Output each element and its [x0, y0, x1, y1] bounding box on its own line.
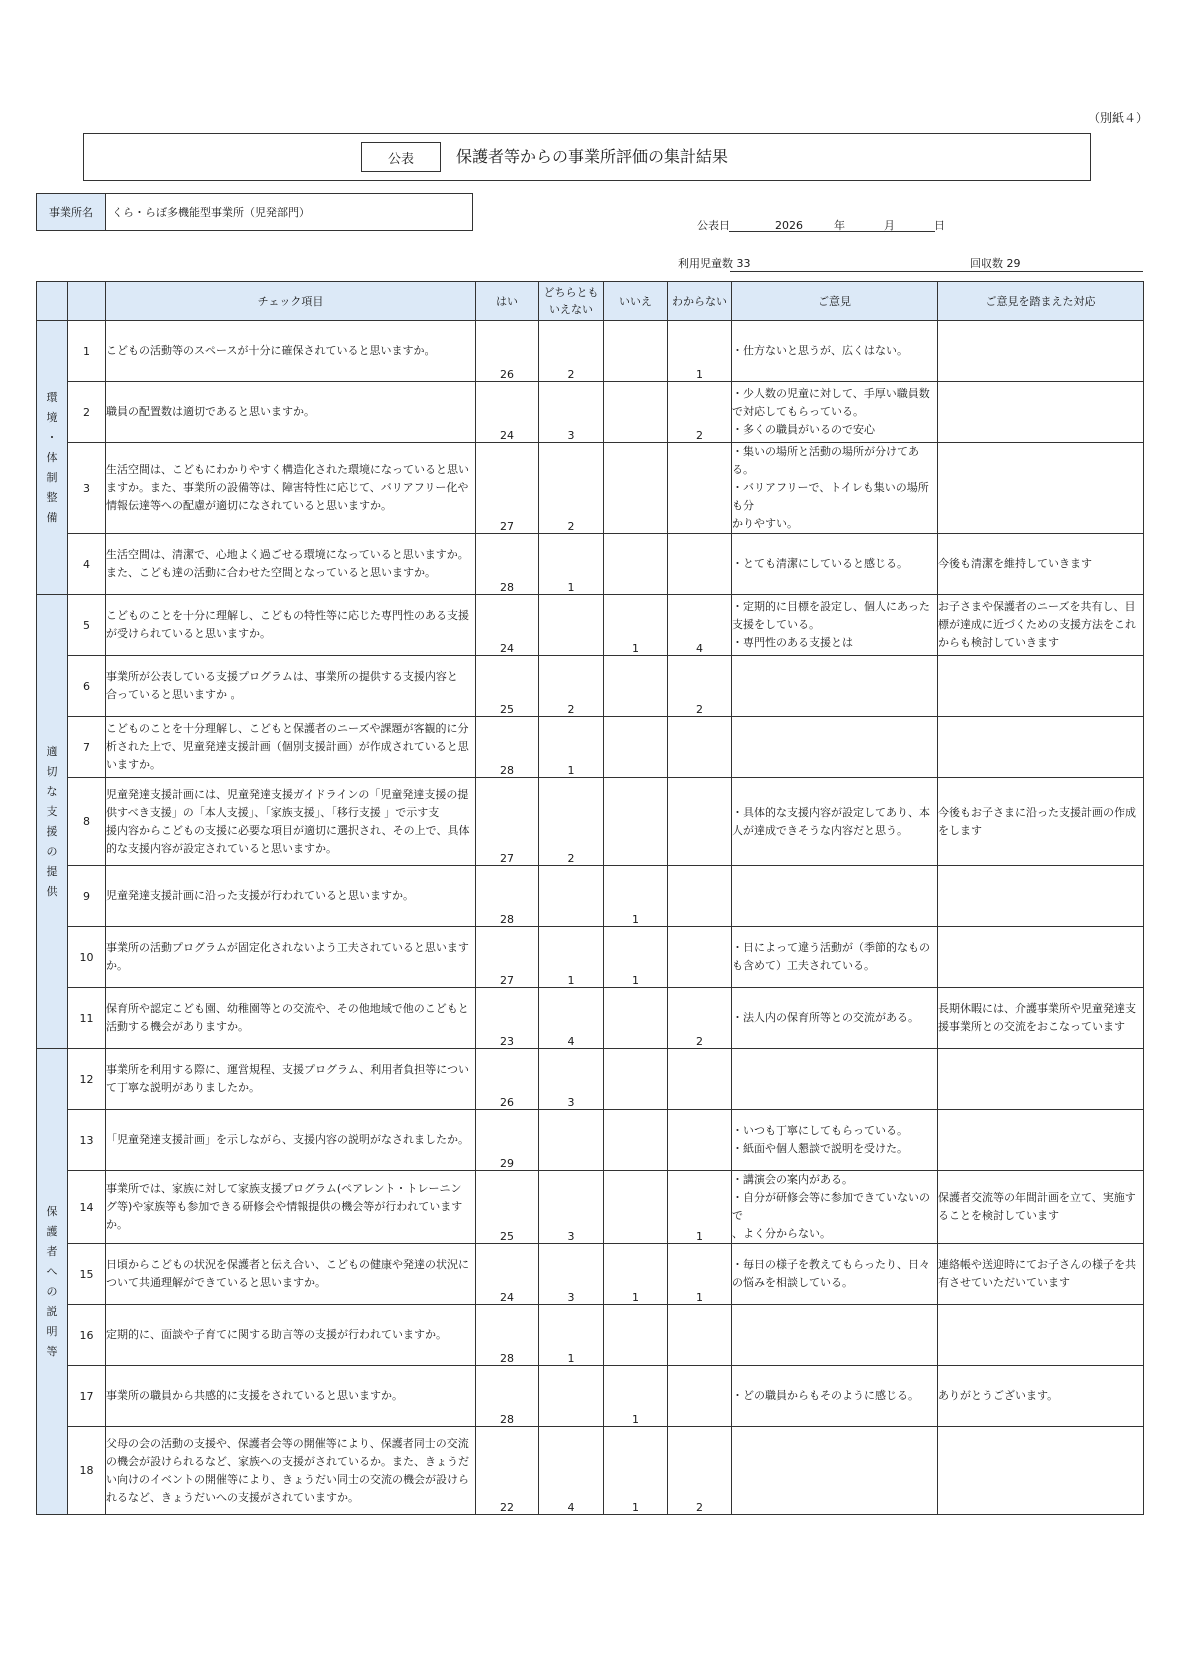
neither-count: 2: [539, 778, 604, 866]
category-char: 整: [46, 490, 58, 504]
question-line: 生活空間は、こどもにわかりやすく構造化された環境になっていると思い: [106, 463, 469, 476]
header-unknown: わからない: [668, 282, 732, 321]
no-count: [604, 778, 668, 866]
question-cell: [106, 1305, 476, 1366]
question-line: 事業所の職員から共感的に支援をされていると思いますか。: [106, 1389, 403, 1402]
header-category: [37, 282, 68, 321]
office-label: 事業所名: [37, 194, 106, 230]
users-value: 33: [736, 257, 751, 270]
question-line: 定期的に、面談や子育てに関する助言等の支援が行われていますか。: [106, 1328, 447, 1341]
response-cell: [938, 866, 1144, 927]
no-count: 1: [604, 1244, 668, 1305]
neither-count: 1: [539, 534, 604, 595]
question-line: また、こども達の活動に合わせた空間となっていると思いますか。: [106, 566, 436, 579]
opinion-line: ・講演会の案内がある。: [732, 1173, 853, 1186]
table-row: [37, 1049, 1144, 1110]
neither-count: 3: [539, 1244, 604, 1305]
item-number: 9: [68, 866, 106, 927]
opinion-line: も含めて）工夫されている。: [732, 959, 875, 972]
unknown-count: 1: [668, 1244, 732, 1305]
no-count: [604, 443, 668, 534]
question-line: 事業所の活動プログラムが固定化されないよう工夫されていると思います: [106, 941, 469, 954]
no-count: 1: [604, 1366, 668, 1427]
opinion-cell: [732, 1049, 938, 1110]
neither-count: [539, 595, 604, 656]
category-char: 提: [46, 864, 58, 878]
opinion-line: ・とても清潔にしていると感じる。: [732, 557, 908, 570]
yes-count: 27: [476, 927, 539, 988]
question-line: か。: [106, 959, 128, 972]
question-line: 保育所や認定こども園、幼稚園等との交流や、その他地域で他のこどもと: [106, 1002, 469, 1015]
header-neither-line: いえない: [549, 303, 593, 316]
header-response: ご意見を踏まえた対応: [938, 282, 1144, 321]
category-char: 護: [46, 1224, 58, 1238]
opinion-cell: [732, 927, 938, 988]
unknown-count: [668, 443, 732, 534]
opinion-line: ・毎日の様子を教えてもらったり、日々: [732, 1258, 930, 1271]
opinion-cell: [732, 443, 938, 534]
unknown-count: [668, 1110, 732, 1171]
question-cell: [106, 1366, 476, 1427]
question-cell: [106, 1110, 476, 1171]
yes-count: 22: [476, 1427, 539, 1515]
question-line: 情報伝達等への配慮が適切になされていると思いますか。: [106, 499, 392, 512]
yes-count: 27: [476, 443, 539, 534]
response-cell: [938, 1305, 1144, 1366]
date-underline: [729, 231, 935, 232]
question-line: て丁寧な説明がありましたか。: [106, 1081, 260, 1094]
opinion-line: ・日によって違う活動が（季節的なもの: [732, 941, 930, 954]
unknown-count: 1: [668, 321, 732, 382]
question-line: こどもの活動等のスペースが十分に確保されていると思いますか。: [106, 344, 436, 357]
opinion-cell: [732, 1427, 938, 1515]
question-cell: [106, 927, 476, 988]
category-char: の: [46, 844, 58, 858]
yes-count: 27: [476, 778, 539, 866]
category-char: 切: [46, 764, 58, 778]
response-cell: [938, 595, 1144, 656]
no-count: 1: [604, 595, 668, 656]
response-line: 長期休暇には、介護事業所や児童発達支: [938, 1002, 1136, 1015]
unknown-count: [668, 927, 732, 988]
yes-count: 24: [476, 1244, 539, 1305]
response-line: 今後も清潔を維持していきます: [938, 557, 1092, 570]
publish-year: 2026: [775, 219, 803, 232]
no-count: [604, 382, 668, 443]
category-cell: [37, 321, 68, 595]
header-number: [68, 282, 106, 321]
table-row: [37, 321, 1144, 382]
response-line: ありがとうございます。: [938, 1389, 1059, 1402]
opinion-line: ・仕方ないと思うが、広くはない。: [732, 344, 908, 357]
unknown-count: [668, 778, 732, 866]
opinion-cell: [732, 534, 938, 595]
question-line: の機会が設けられるなど、家族への支援がされているか。また、きょうだ: [106, 1454, 469, 1468]
item-number: 4: [68, 534, 106, 595]
table-row: [37, 1110, 1144, 1171]
office-name: くら・らぼ多機能型事業所（児発部門）: [112, 206, 310, 219]
unknown-count: [668, 1305, 732, 1366]
response-cell: [938, 1427, 1144, 1515]
header-item: チェック項目: [106, 282, 476, 321]
response-cell: [938, 988, 1144, 1049]
collected-label: 回収数: [970, 257, 1003, 270]
response-line: からも検討していきます: [938, 636, 1059, 649]
table-row: [37, 717, 1144, 778]
response-line: 援事業所との交流をおこなっています: [938, 1020, 1125, 1033]
category-char: 支: [46, 804, 58, 818]
opinion-cell: [732, 1244, 938, 1305]
response-cell: [938, 1110, 1144, 1171]
question-line: こどものことを十分理解し、こどもと保護者のニーズや課題が客観的に分: [106, 722, 469, 735]
unknown-count: 2: [668, 988, 732, 1049]
item-number: 6: [68, 656, 106, 717]
opinion-cell: [732, 1110, 938, 1171]
neither-count: 3: [539, 1171, 604, 1244]
yes-count: 29: [476, 1110, 539, 1171]
question-line: こどものことを十分に理解し、こどもの特性等に応じた専門性のある支援: [106, 609, 469, 622]
collected-value: 29: [1006, 257, 1021, 270]
users-label: 利用児童数: [678, 257, 733, 270]
category-char: 適: [46, 744, 58, 758]
opinion-line: の悩みを相談している。: [732, 1276, 853, 1289]
no-count: [604, 1049, 668, 1110]
category-char: 供: [46, 884, 58, 898]
unknown-count: 4: [668, 595, 732, 656]
opinion-cell: [732, 866, 938, 927]
question-line: 活動する機会がありますか。: [106, 1020, 249, 1033]
response-cell: [938, 656, 1144, 717]
opinion-cell: [732, 656, 938, 717]
item-number: 17: [68, 1366, 106, 1427]
category-char: 者: [46, 1244, 58, 1258]
question-cell: [106, 1244, 476, 1305]
neither-count: 2: [539, 443, 604, 534]
yes-count: 28: [476, 866, 539, 927]
no-count: [604, 656, 668, 717]
category-cell: [37, 1049, 68, 1515]
question-cell: [106, 321, 476, 382]
item-number: 15: [68, 1244, 106, 1305]
opinion-cell: [732, 321, 938, 382]
no-count: [604, 717, 668, 778]
question-line: 析された上で、児童発達支援計画（個別支援計画）が作成されていると思: [106, 740, 469, 753]
yes-count: 24: [476, 382, 539, 443]
question-cell: [106, 382, 476, 443]
header-no: いいえ: [604, 282, 668, 321]
item-number: 10: [68, 927, 106, 988]
unknown-count: [668, 1366, 732, 1427]
neither-count: 4: [539, 1427, 604, 1515]
question-cell: [106, 717, 476, 778]
unknown-count: 1: [668, 1171, 732, 1244]
category-char: 等: [46, 1344, 58, 1358]
yes-count: 24: [476, 595, 539, 656]
day-kanji: 日: [934, 219, 945, 232]
unknown-count: [668, 866, 732, 927]
neither-count: 1: [539, 717, 604, 778]
no-count: [604, 1305, 668, 1366]
response-cell: [938, 321, 1144, 382]
table-row: [37, 778, 1144, 866]
table-row: [37, 1244, 1144, 1305]
unknown-count: 2: [668, 1427, 732, 1515]
response-cell: [938, 1171, 1144, 1244]
table-row: [37, 443, 1144, 534]
item-number: 14: [68, 1171, 106, 1244]
table-row: [37, 866, 1144, 927]
opinion-line: で対応してもらっている。: [732, 405, 864, 418]
users-count: [678, 255, 751, 271]
opinion-line: ・バリアフリーで、トイレも集いの場所も分: [732, 481, 929, 512]
table-row: [37, 595, 1144, 656]
no-count: [604, 1110, 668, 1171]
response-line: ることを検討しています: [938, 1209, 1059, 1222]
attachment-label: （別紙４）: [1088, 111, 1149, 125]
neither-count: [539, 1366, 604, 1427]
category-char: 境: [46, 410, 58, 424]
unknown-count: 2: [668, 656, 732, 717]
publish-date-label: 公表日: [697, 219, 730, 232]
opinion-line: ・いつも丁寧にしてもらっている。: [732, 1124, 908, 1137]
response-cell: [938, 1049, 1144, 1110]
question-line: 援内容からこどもの支援に必要な項目が適切に選択され、その上で、具体: [106, 823, 470, 837]
category-char: 明: [46, 1324, 58, 1338]
opinion-line: 人が達成できそうな内容だと思う。: [732, 823, 908, 837]
question-line: グ等)や家族等も参加できる研修会や情報提供の機会等が行われています: [106, 1200, 463, 1213]
question-line: 父母の会の活動の支援や、保護者会等の開催等により、保護者同士の交流: [106, 1436, 469, 1450]
yes-count: 26: [476, 1049, 539, 1110]
response-line: 保護者交流等の年間計画を立て、実施す: [938, 1191, 1136, 1204]
category-char: 備: [46, 510, 58, 524]
opinion-line: ・どの職員からもそのように感じる。: [732, 1389, 919, 1402]
opinion-cell: [732, 595, 938, 656]
item-number: 7: [68, 717, 106, 778]
question-line: ますか。また、事業所の設備等は、障害特性に応じて、バリアフリー化や: [106, 481, 469, 494]
item-number: 2: [68, 382, 106, 443]
question-cell: [106, 1171, 476, 1244]
question-line: 日頃からこどもの状況を保護者と伝え合い、こどもの健康や発達の状況に: [106, 1258, 469, 1271]
month-kanji: 月: [884, 219, 895, 232]
unknown-count: [668, 717, 732, 778]
question-cell: [106, 1427, 476, 1515]
category-char: へ: [46, 1264, 58, 1278]
public-label: 公表: [361, 142, 441, 172]
category-char: 説: [46, 1304, 58, 1318]
yes-count: 28: [476, 717, 539, 778]
opinion-cell: [732, 1366, 938, 1427]
opinion-line: かりやすい。: [732, 517, 798, 530]
question-cell: [106, 988, 476, 1049]
neither-count: 1: [539, 1305, 604, 1366]
category-char: ・: [46, 430, 58, 444]
response-cell: [938, 1366, 1144, 1427]
question-cell: [106, 1049, 476, 1110]
evaluation-table: [36, 281, 1144, 1515]
opinion-line: ・多くの職員がいるので安心: [732, 423, 875, 436]
question-line: い向けのイベントの開催等により、きょうだい同士の交流の機会が設けら: [106, 1472, 469, 1486]
category-cell: [37, 595, 68, 1049]
office-box: [36, 193, 473, 231]
yes-count: 25: [476, 656, 539, 717]
header-yes: はい: [476, 282, 539, 321]
question-line: 的な支援内容が設定されていると思いますか。: [106, 841, 337, 855]
question-cell: [106, 656, 476, 717]
no-count: [604, 321, 668, 382]
opinion-cell: [732, 382, 938, 443]
response-cell: [938, 717, 1144, 778]
response-cell: [938, 382, 1144, 443]
table-row: [37, 1171, 1144, 1244]
response-line: 有させていただいています: [938, 1276, 1070, 1289]
response-cell: [938, 927, 1144, 988]
year-kanji: 年: [834, 219, 845, 232]
question-line: 児童発達支援計画には、児童発達支援ガイドラインの「児童発達支援の提: [106, 787, 469, 801]
opinion-cell: [732, 778, 938, 866]
table-row: [37, 988, 1144, 1049]
item-number: 16: [68, 1305, 106, 1366]
no-count: 1: [604, 927, 668, 988]
response-line: をします: [938, 823, 982, 837]
neither-count: 2: [539, 321, 604, 382]
opinion-line: ・自分が研修会等に参加できていないので: [732, 1191, 930, 1222]
item-number: 8: [68, 778, 106, 866]
neither-count: 3: [539, 382, 604, 443]
question-line: 事業所が公表している支援プログラムは、事業所の提供する支援内容と: [106, 670, 458, 683]
response-cell: [938, 534, 1144, 595]
item-number: 13: [68, 1110, 106, 1171]
response-cell: [938, 1244, 1144, 1305]
question-cell: [106, 866, 476, 927]
response-line: 今後もお子さまに沿った支援計画の作成: [938, 805, 1136, 819]
question-line: が受けられていると思いますか。: [106, 627, 271, 640]
question-cell: [106, 595, 476, 656]
opinion-line: ・紙面や個人懇談で説明を受けた。: [732, 1142, 908, 1155]
category-char: 体: [46, 450, 58, 464]
opinion-cell: [732, 1305, 938, 1366]
question-line: いますか。: [106, 758, 161, 771]
item-number: 3: [68, 443, 106, 534]
question-line: 事業所を利用する際に、運営規程、支援プログラム、利用者負担等につい: [106, 1063, 469, 1076]
neither-count: 2: [539, 656, 604, 717]
table-row: [37, 1427, 1144, 1515]
item-number: 1: [68, 321, 106, 382]
question-cell: [106, 778, 476, 866]
yes-count: 23: [476, 988, 539, 1049]
response-cell: [938, 443, 1144, 534]
unknown-count: 2: [668, 382, 732, 443]
header-neither-line: どちらとも: [543, 286, 599, 299]
neither-count: [539, 1110, 604, 1171]
opinion-line: 、よく分からない。: [732, 1227, 831, 1240]
yes-count: 28: [476, 1305, 539, 1366]
question-cell: [106, 443, 476, 534]
unknown-count: [668, 534, 732, 595]
item-number: 12: [68, 1049, 106, 1110]
collected-count: [970, 255, 1021, 271]
header-row: [37, 282, 1144, 321]
counts-underline: [730, 271, 1143, 272]
neither-count: 3: [539, 1049, 604, 1110]
table-row: [37, 1366, 1144, 1427]
category-char: な: [46, 784, 58, 798]
yes-count: 26: [476, 321, 539, 382]
question-cell: [106, 534, 476, 595]
yes-count: 28: [476, 1366, 539, 1427]
question-line: 事業所では、家族に対して家族支援プログラム(ペアレント・トレーニン: [106, 1182, 462, 1195]
response-cell: [938, 778, 1144, 866]
no-count: 1: [604, 866, 668, 927]
table-row: [37, 1305, 1144, 1366]
question-line: 児童発達支援計画に沿った支援が行われていると思いますか。: [106, 889, 414, 902]
page-title: 保護者等からの事業所評価の集計結果: [456, 147, 729, 166]
category-char: 制: [46, 470, 58, 484]
question-line: 生活空間は、清潔で、心地よく過ごせる環境になっていると思いますか。: [106, 548, 469, 561]
opinion-line: ・少人数の児童に対して、手厚い職員数: [732, 387, 930, 400]
table-row: [37, 534, 1144, 595]
opinion-cell: [732, 717, 938, 778]
question-line: 合っていると思いますか 。: [106, 688, 242, 701]
question-line: 職員の配置数は適切であると思いますか。: [106, 405, 315, 418]
unknown-count: [668, 1049, 732, 1110]
opinion-line: ・法人内の保育所等との交流がある。: [732, 1011, 919, 1024]
opinion-cell: [732, 1171, 938, 1244]
category-char: の: [46, 1284, 58, 1298]
opinion-line: ・専門性のある支援とは: [732, 636, 853, 649]
table-row: [37, 927, 1144, 988]
response-line: お子さまや保護者のニーズを共有し、目: [938, 600, 1136, 613]
question-line: 「児童発達支援計画」を示しながら、支援内容の説明がなされましたか。: [106, 1133, 469, 1146]
question-line: れるなど、きょうだいへの支援がされていますか。: [106, 1490, 359, 1504]
category-char: 保: [46, 1204, 58, 1218]
question-line: か。: [106, 1218, 128, 1231]
opinion-line: 支援をしている。: [732, 618, 820, 631]
question-line: ついて共通理解ができていると思いますか。: [106, 1276, 326, 1289]
table-row: [37, 382, 1144, 443]
yes-count: 28: [476, 534, 539, 595]
yes-count: 25: [476, 1171, 539, 1244]
no-count: 1: [604, 1427, 668, 1515]
no-count: [604, 988, 668, 1049]
item-number: 11: [68, 988, 106, 1049]
item-number: 18: [68, 1427, 106, 1515]
no-count: [604, 534, 668, 595]
neither-count: 1: [539, 927, 604, 988]
category-char: 環: [46, 390, 58, 404]
question-line: 供すべき支援」の「本人支援」、「家族支援」、「移行支援 」で示す支: [106, 805, 440, 819]
opinion-line: ・集いの場所と活動の場所が分けてある。: [732, 445, 919, 476]
header-neither: [539, 282, 604, 321]
table-row: [37, 656, 1144, 717]
response-line: 連絡帳や送迎時にてお子さんの様子を共: [938, 1258, 1136, 1271]
response-line: 標が達成に近づくための支援方法をこれ: [938, 618, 1136, 631]
opinion-cell: [732, 988, 938, 1049]
category-char: 援: [46, 824, 58, 838]
opinion-line: ・定期的に目標を設定し、個人にあった: [732, 600, 930, 613]
no-count: [604, 1171, 668, 1244]
item-number: 5: [68, 595, 106, 656]
neither-count: [539, 866, 604, 927]
neither-count: 4: [539, 988, 604, 1049]
header-opinion: ご意見: [732, 282, 938, 321]
opinion-line: ・具体的な支援内容が設定してあり、本: [732, 805, 930, 819]
